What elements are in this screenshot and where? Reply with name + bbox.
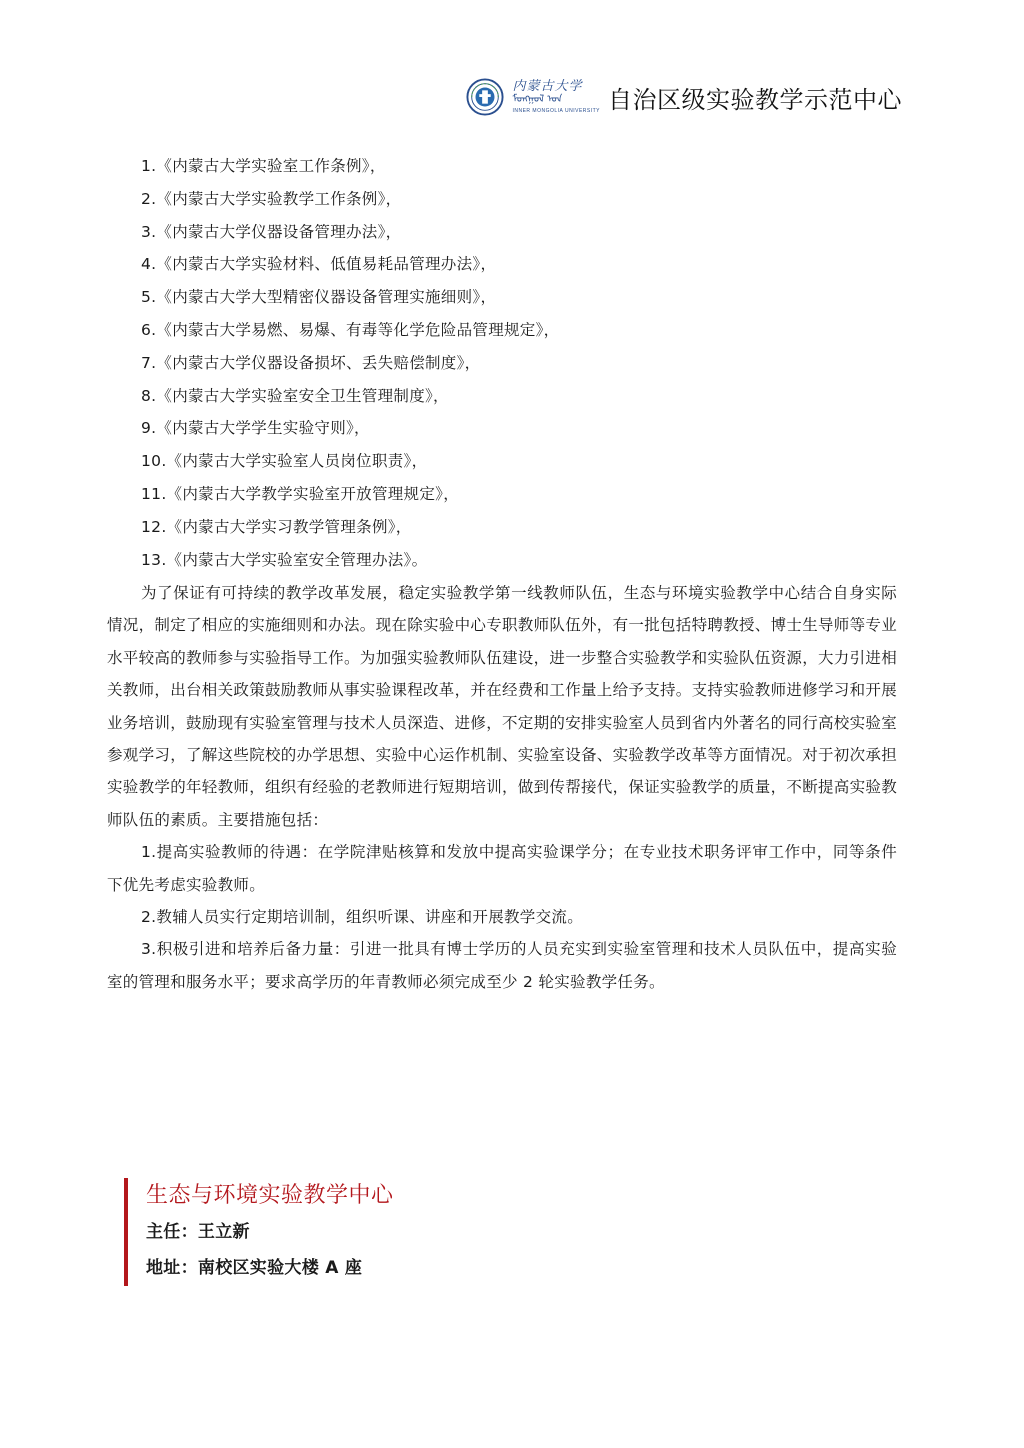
regulation-item: 5.《内蒙古大学大型精密仪器设备管理实施细则》， [141,288,497,307]
logo-mongolian-script: ᠮᠣᠩᠭᠣᠯ ᠤᠨ [512,94,563,105]
page-header-title: 自治区级实验教学示范中心 [608,85,902,114]
address-line: 地址：南校区实验大楼 A 座 [146,1258,363,1278]
regulation-item: 13.《内蒙古大学实验室安全管理办法》。 [141,550,428,569]
body-text [107,577,897,998]
measure-paragraph: 3.积极引进和培养后备力量：引进一批具有博士学历的人员充实到实验室管理和技术人员队伍中，提高实验室的管理和服务水平；要求高学历的年青教师必须完成至少 2 轮实验教学任务。 [107,940,897,991]
logo-chinese-script: 内蒙古大学 [512,79,583,94]
director-line: 主任：王立新 [146,1222,250,1242]
center-info-card [124,1178,394,1286]
regulation-item: 9.《内蒙古大学学生实验守则》， [141,419,370,438]
center-name: 生态与环境实验教学中心 [146,1183,394,1208]
regulation-item: 8.《内蒙古大学实验室安全卫生管理制度》， [141,386,449,405]
university-seal-icon [466,78,504,116]
university-logo-text [512,79,600,115]
regulation-list [141,150,559,576]
regulation-item: 12.《内蒙古大学实习教学管理条例》， [141,517,412,536]
measure-paragraph: 1.提高实验教师的待遇：在学院津贴核算和发放中提高实验课学分；在专业技术职务评审工作中，同等条件下优先考虑实验教师。 [107,843,897,894]
regulation-item: 6.《内蒙古大学易燃、易爆、有毒等化学危险品管理规定》， [141,320,560,339]
regulation-item: 2.《内蒙古大学实验教学工作条例》， [141,189,402,208]
regulation-item: 1.《内蒙古大学实验室工作条例》， [141,157,386,175]
regulation-item: 11.《内蒙古大学教学实验室开放管理规定》， [141,484,460,503]
intro-paragraph: 为了保证有可持续的教学改革发展，稳定实验教学第一线教师队伍，生态与环境实验教学中心结合自身实际情况，制定了相应的实施细则和办法。现在除实验中心专职教师队伍外，有一批包括特聘教授、博士生导师等专业水平较高的教师参与实验指导工作。为加强实验教师队伍建设，进一步整合实验教学和实验队伍资源，大力引进相关教师，出台相关政策鼓励教师从事实验课程改革，并在经费和工作量上给予支持。支持实验教师进修学习和开展业务培训，鼓励现有实验室管理与技术人员深造、进修，不定期的安排实验室人员到省内外著名的同行高校实验室参观学习，了解这些院校的办学思想、实验中心运作机制、实验室设备、实验教学改革等方面情况。对于初次承担实验教学的年轻教师，组织有经验的老教师进行短期培训，做到传帮接代，保证实验教学的质量，不断提高实验教师队伍的素质。主要措施包括： [107,584,898,829]
logo-english-name: INNER MONGOLIA UNIVERSITY [512,108,600,114]
regulation-item: 3.《内蒙古大学仪器设备管理办法》， [141,222,402,241]
measure-paragraph: 2.教辅人员实行定期培训制，组织听课、讲座和开展教学交流。 [141,908,583,927]
regulation-item: 10.《内蒙古大学实验室人员岗位职责》， [141,452,428,471]
page-header [466,74,902,120]
regulation-item: 7.《内蒙古大学仪器设备损坏、丢失赔偿制度》， [141,353,481,372]
regulation-item: 4.《内蒙古大学实验材料、低值易耗品管理办法》， [141,255,497,274]
